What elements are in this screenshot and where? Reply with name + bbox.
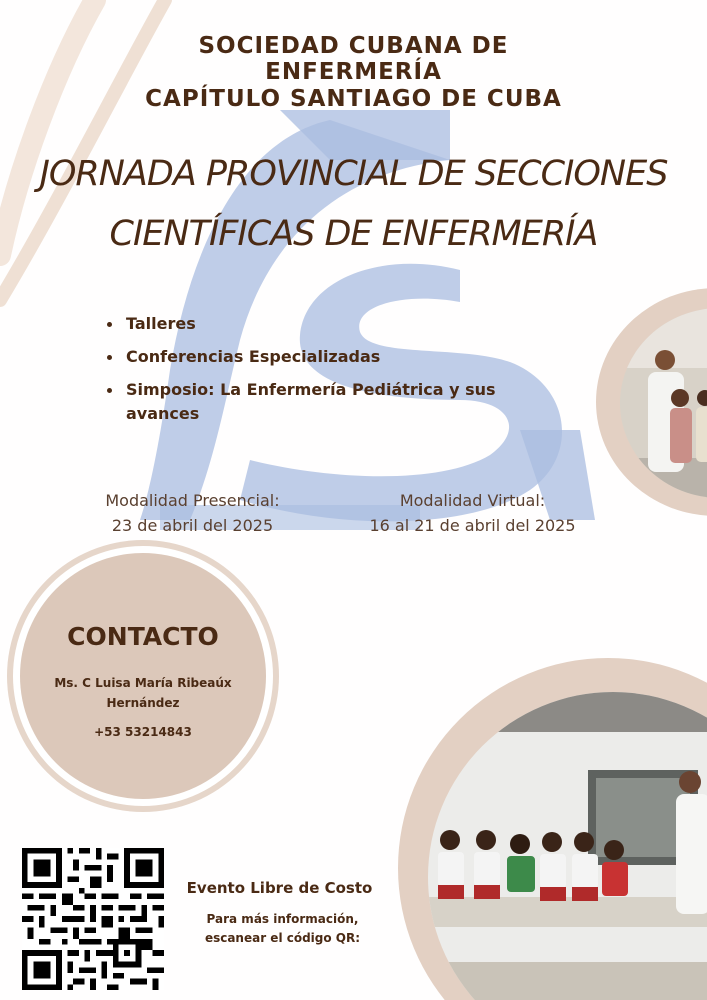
- modality-presencial-label: Modalidad Presencial:: [105, 491, 280, 510]
- modality-presencial-date: 23 de abril del 2025: [111, 516, 274, 535]
- free-event-label: Evento Libre de Costo: [186, 879, 373, 897]
- activity-item: Talleres: [104, 312, 504, 336]
- organization-name-line2: ENFERMERÍA: [265, 59, 442, 85]
- organization-chapter: CAPÍTULO SANTIAGO DE CUBA: [145, 86, 562, 112]
- modality-presencial: [70, 488, 315, 538]
- event-title-line2: CIENTÍFICAS DE ENFERMERÍA: [109, 214, 598, 254]
- modality-virtual-date: 16 al 21 de abril del 2025: [369, 516, 576, 535]
- contact-name: Ms. C Luisa María Ribeaúx Hernández: [54, 676, 232, 710]
- activity-item: Simposio: La Enfermería Pediátrica y sus avances: [104, 378, 504, 426]
- modality-virtual: [350, 488, 595, 538]
- activities-list: [104, 312, 504, 435]
- contact-title: CONTACTO: [67, 622, 219, 651]
- modality-virtual-label: Modalidad Virtual:: [399, 491, 546, 510]
- qr-code[interactable]: [22, 848, 164, 990]
- organization-name-line1: SOCIEDAD CUBANA DE: [198, 33, 509, 59]
- contact-phone: +53 53214843: [94, 725, 192, 739]
- activity-item: Conferencias Especializadas: [104, 345, 504, 369]
- qr-info-text: Para más información, escanear el código QR:: [204, 912, 361, 945]
- event-title-line1: JORNADA PROVINCIAL DE SECCIONES: [39, 154, 668, 194]
